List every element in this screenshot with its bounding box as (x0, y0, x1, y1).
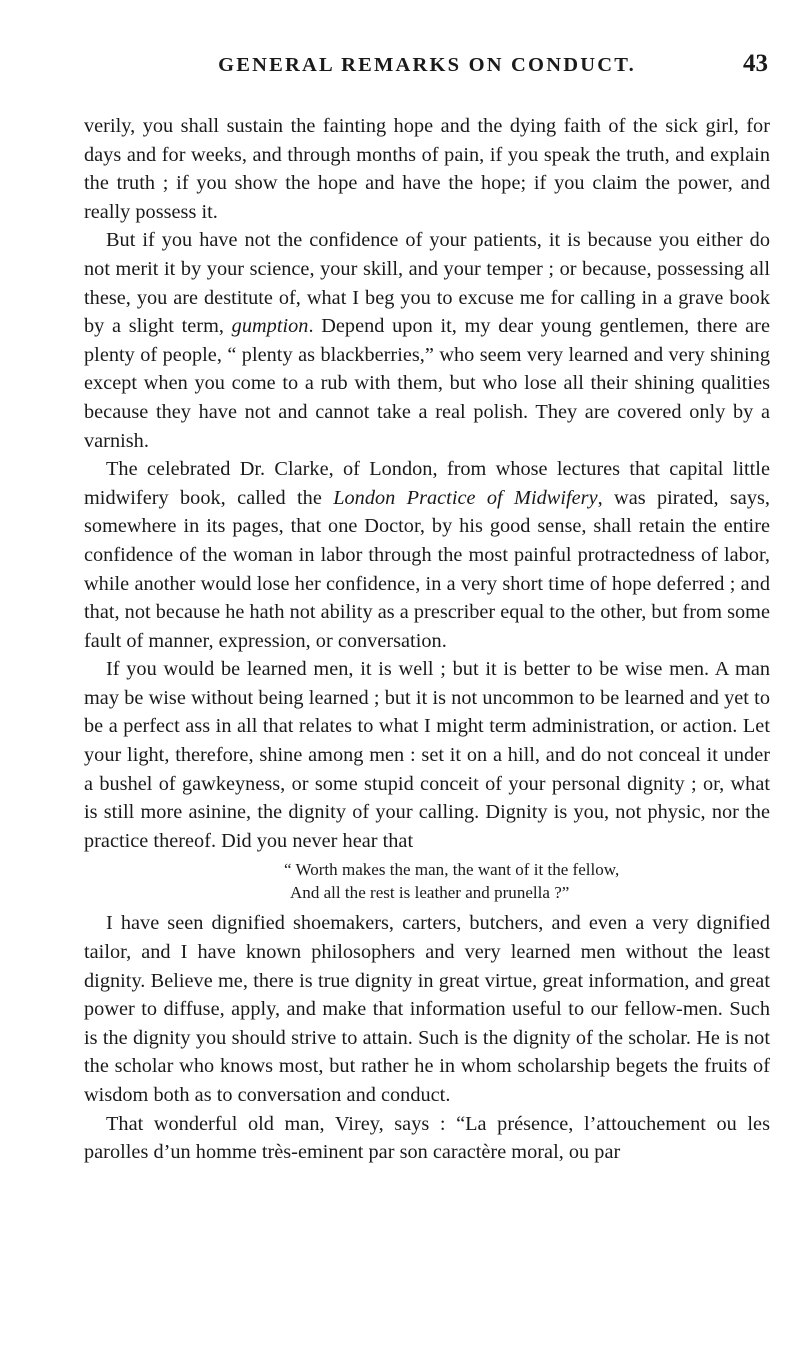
verse-line-1: “ Worth makes the man, the want of it the fellow, (284, 860, 620, 880)
running-title: GENERAL REMARKS ON CONDUCT. (218, 54, 636, 76)
paragraph-2 (84, 226, 770, 455)
text-segment: If you would be learned men, it is well ; but it is better to be wise men. A man may be wise without being learned ; but it is not uncommon to be learned and yet to be a perfect ass in all that relates to what I might term administration, or action. Let your light, therefore, shine among men : set it on a hill, and do not conceal it under a bushel of gawkeyness, or some stupid conceit of your personal dignity ; or, what is still more asinine, the dignity of your calling. Dignity is you, not physic, nor the practice thereof. Did you never hear that (84, 658, 770, 852)
paragraph-4 (84, 655, 770, 855)
text-segment: That wonderful old man, Virey, says : “La présence, l’attouchement ou les parolles d’un homme très-eminent par son caractère moral, ou par (84, 1112, 770, 1164)
text-segment: But if you have not the confidence of your patients, it is because you either do not merit it by your science, your skill, and your temper ; or because, possessing all these, you are destitute of, what I beg you to excuse me for calling in a grave book by a slight term, (84, 229, 770, 338)
running-head (84, 50, 770, 84)
text-segment: The celebrated Dr. Clarke, of London, from whose lectures that capital little midwifery book, called the (84, 458, 770, 509)
text-segment: , was pirated, says, somewhere in its pages, that one Doctor, by his good sense, shall retain the entire confidence of the woman in labor through the most painful protractedness of labor, while another would lose her confidence, in a very short time of hope deferred ; and that, not because he hath not ability as a prescriber equal to the other, but from some fault of manner, expression, or conversation. (84, 486, 770, 652)
verse-line-2: And all the rest is leather and prunella ?” (290, 883, 570, 903)
paragraph-1 (84, 112, 770, 226)
quoted-verse (84, 858, 770, 904)
text-segment: I have seen dignified shoemakers, carters, butchers, and even a very dignified tailor, and I have known philosophers and very learned men without the least dignity. Believe me, there is true dignity in great virtue, great information, and great power to diffuse, apply, and make that information useful to our fellow-men. Such is the dignity you should strive to attain. Such is the dignity of the scholar. He is not the scholar who knows most, but rather he in whom scholarship begets the fruits of wisdom both as to conversation and conduct. (84, 912, 770, 1106)
text-segment: . Depend upon it, my dear young gentlemen, there are plenty of people, “ plenty as blackberries,” who seem very learned and very shining except when you come to a rub with them, but who lose all their shining qualities because they have not and cannot take a real polish. They are covered only by a varnish. (84, 315, 770, 452)
page-number: 43 (743, 50, 768, 77)
italic-term: gumption (231, 315, 309, 338)
paragraph-5 (84, 909, 770, 1109)
text-segment: verily, you shall sustain the fainting hope and the dying faith of the sick girl, for days and for weeks, and through months of pain, if you speak the truth, and explain the truth ; if you show the hope and have the hope; if you claim the power, and really possess it. (84, 115, 770, 223)
book-title: London Practice of Midwifery (333, 486, 598, 509)
paragraph-6 (84, 1110, 770, 1167)
body-text (84, 112, 770, 1167)
paragraph-3 (84, 455, 770, 655)
